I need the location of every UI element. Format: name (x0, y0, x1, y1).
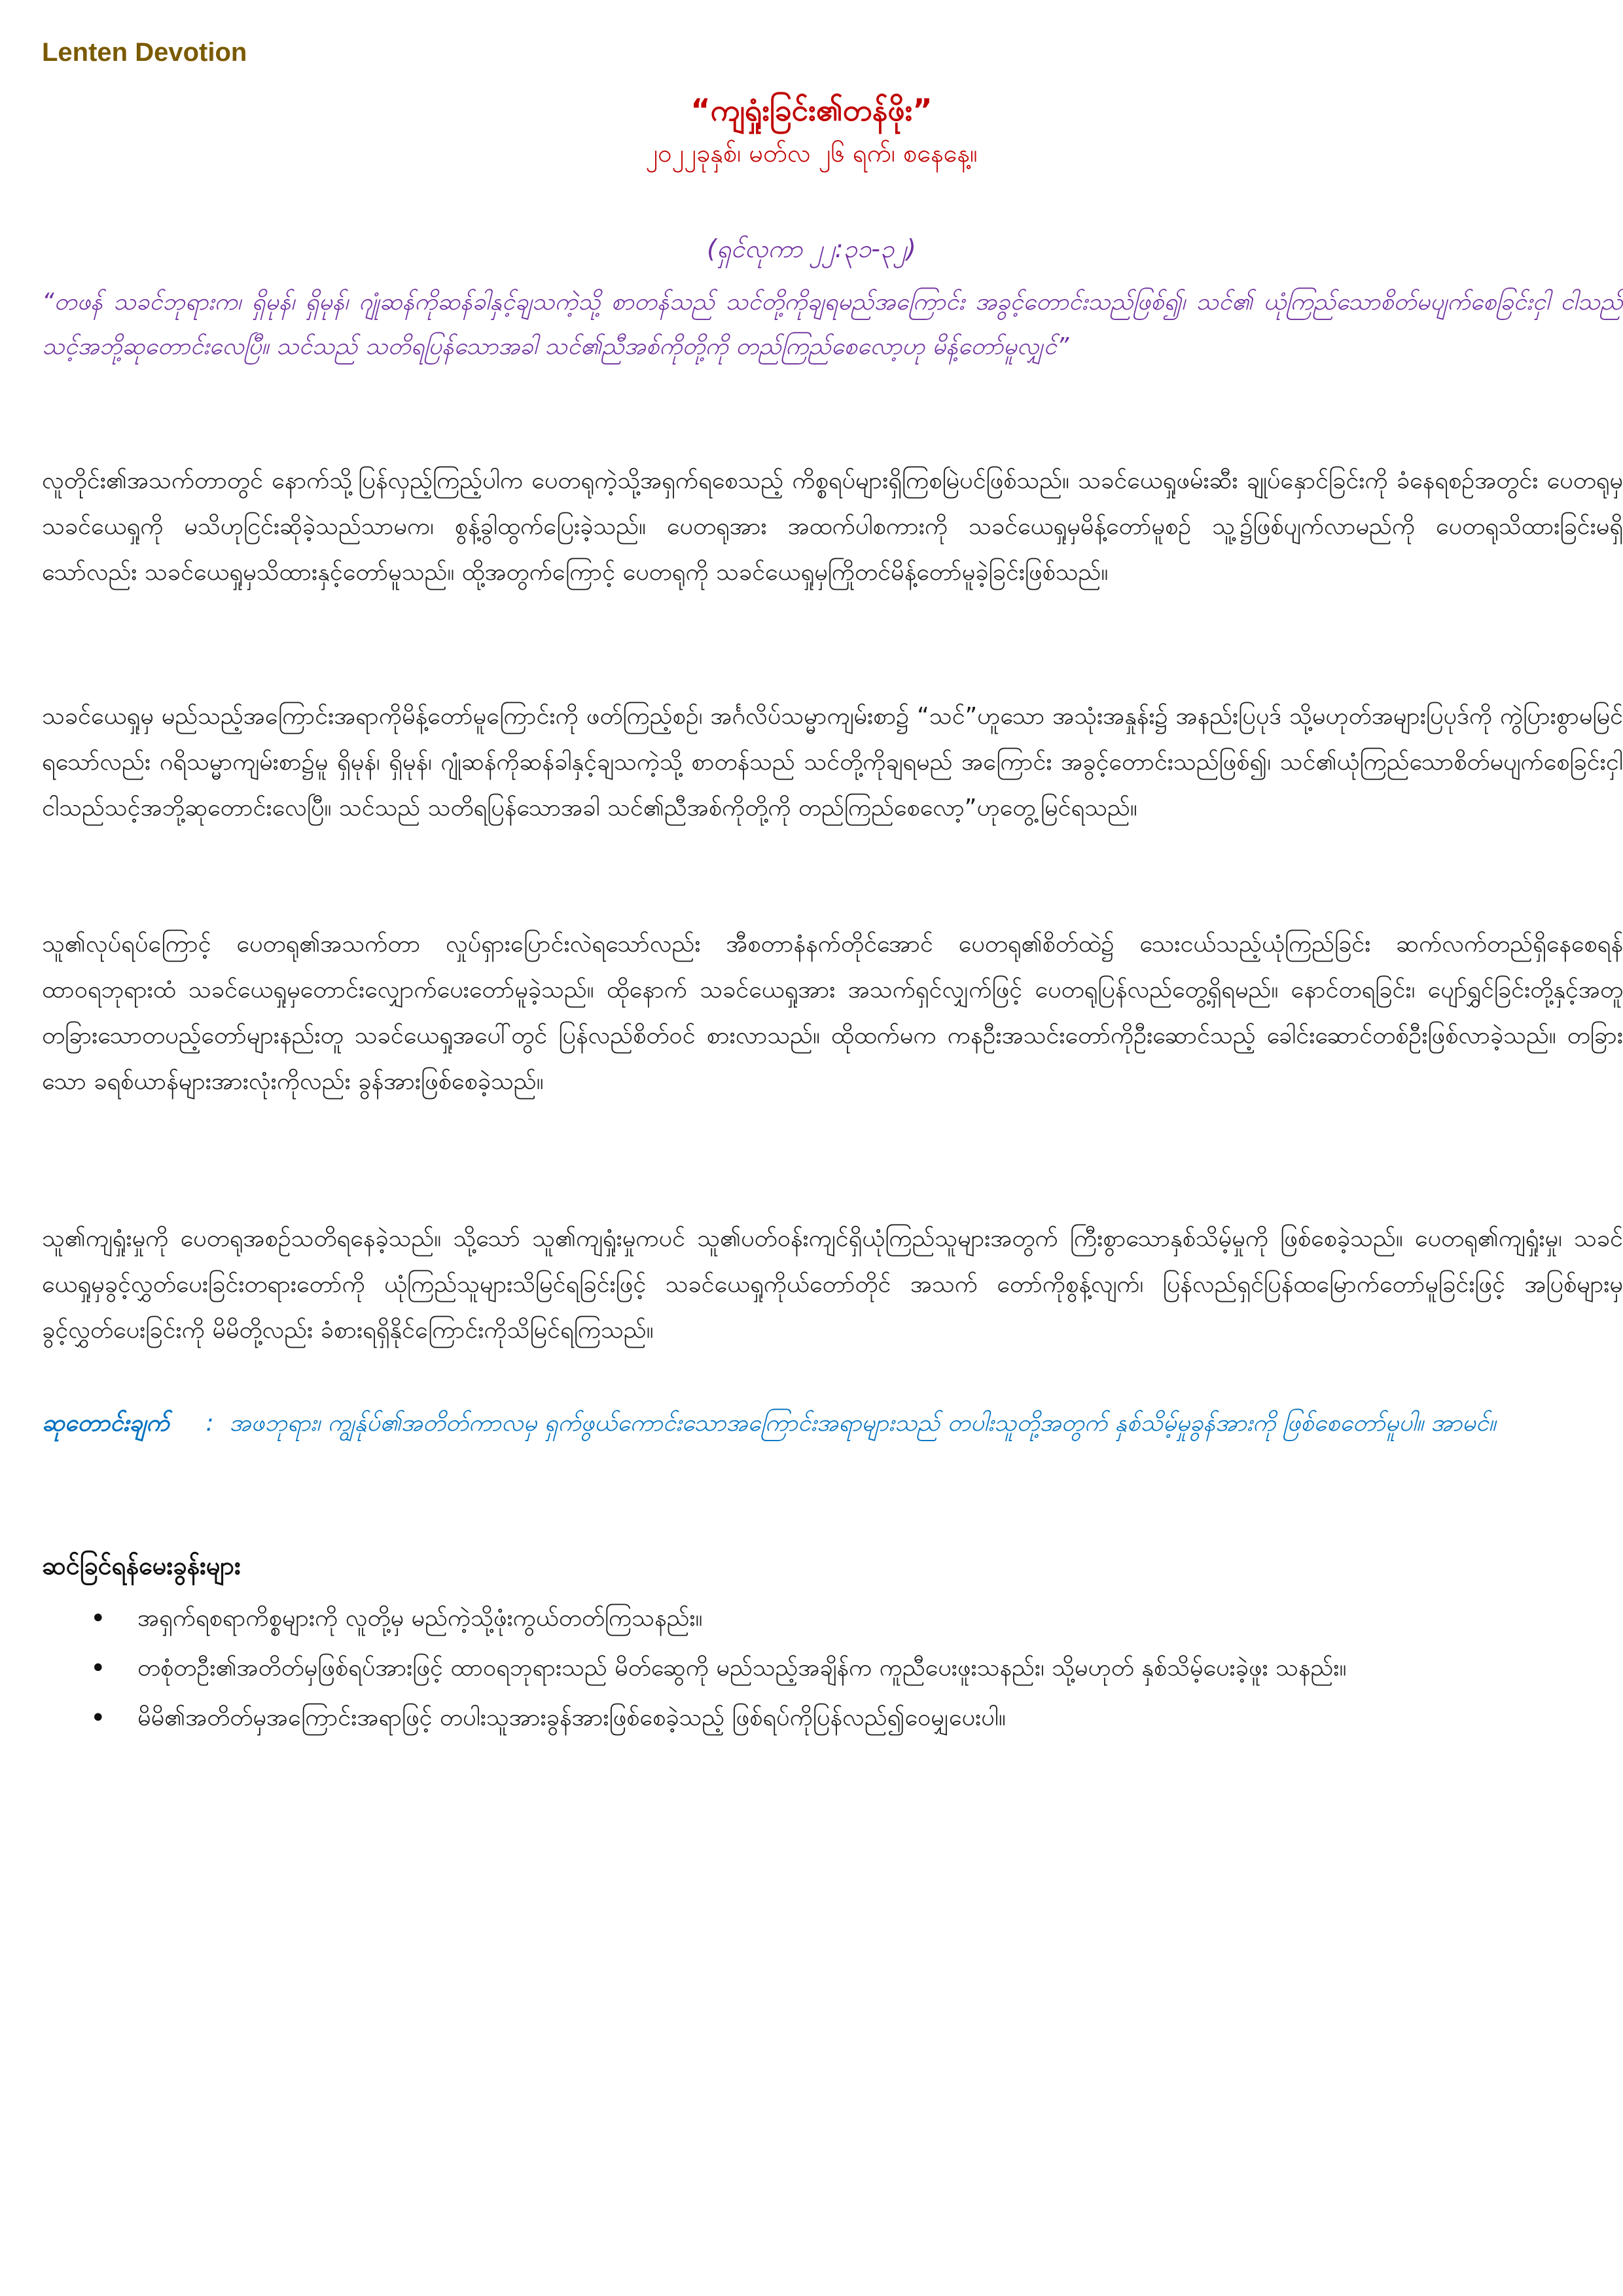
paragraph-3: သူ၏လုပ်ရပ်ကြောင့် ပေတရု၏အသက်တာ လှုပ်ရှားပြောင်းလဲရသော်လည်း အီစတာနံနက်တိုင်အောင် ပေတရု၏စိတ်ထဲ၌ သေးငယ်သည့်ယုံကြည်ခြင်း ဆက်လက်တည်ရှိနေစေရန် ထာဝရဘုရားထံ သခင်ယေရှုမှတောင်းလျှောက်ပေးတော်မူခဲ့သည်။ ထိုနောက် သခင်ယေရှုအား အသက်ရှင်လျှက်ဖြင့် ပေတရုပြန်လည်တွေ့ရှိရမည်။ နောင်တရခြင်း၊ ပျော်ရွှင်ခြင်းတို့နှင့်အတူ တခြားသောတပည့်တော်များနည်းတူ သခင်ယေရှုအပေါ်တွင် ပြန်လည်စိတ်ဝင် စားလာသည်။ ထိုထက်မက ကနဦးအသင်းတော်ကိုဦးဆောင်သည့် ခေါင်းဆောင်တစ်ဦးဖြစ်လာခဲ့သည်။ တခြားသော ခရစ်ယာန်များအားလုံးကိုလည်း ခွန်အားဖြစ်စေခဲ့သည်။ (42, 931, 1623, 1095)
question-item (85, 1596, 1623, 1641)
devotion-title: “ကျရှုံးခြင်း၏တန်ဖိုး” (690, 92, 933, 128)
question-text: အရှက်ရစရာကိစ္စများကို လူတို့မှ မည်ကဲ့သို့ဖုံးကွယ်တတ်ကြသနည်း။ (137, 1605, 703, 1632)
scripture-quote: “တဖန် သခင်ဘုရားက၊ ရှိမုန်၊ ရှိမုန်၊ ဂျုံဆန်ကိုဆန်ခါနှင့်ချသကဲ့သို့ စာတန်သည် သင်တို့ကိုချရမည်အကြောင်း အခွင့်တောင်းသည်ဖြစ်၍၊ သင်၏ ယုံကြည်သောစိတ်မပျက်စေခြင်းငှါ ငါသည်သင့်အဘို့ဆုတောင်းလေပြီ။ သင်သည် သတိရပြန်သောအခါ သင်၏ညီအစ်ကိုတို့ကို တည်ကြည်စေလော့ဟု မိန့်တော်မူလျှင်” (42, 289, 1623, 360)
devotion-date: ၂၀၂၂ခုနှစ်၊ မတ်လ ၂၆ ရက်၊ စနေနေ့။ (645, 139, 978, 168)
question-item (85, 1695, 1623, 1741)
paragraph-1: လူတိုင်း၏အသက်တာတွင် နောက်သို့ပြန်လှည့်ကြည့်ပါက ပေတရုကဲ့သို့အရှက်ရစေသည့် ကိစ္စရပ်များရှိကြစမြဲပင်ဖြစ်သည်။ သခင်ယေရှုဖမ်းဆီး ချုပ်နှောင်ခြင်းကို ခံနေရစဉ်အတွင်း ပေတရုမှ သခင်ယေရှုကို မသိဟုငြင်းဆိုခဲ့သည်သာမက၊ စွန့်ခွါထွက်ပြေးခဲ့သည်။ ပေတရုအား အထက်ပါစကားကို သခင်ယေရှုမှမိန့်တော်မူစဉ် သူ့၌ဖြစ်ပျက်လာမည်ကို ပေတရုသိထားခြင်းမရှိသော်လည်း သခင်ယေရှုမှသိထားနှင့်တော်မူသည်။ ထို့အတွက်ကြောင့် ပေတရုကို သခင်ယေရှုမှကြိုတင်မိန့်တော်မူခဲ့ခြင်းဖြစ်သည်။ (42, 467, 1623, 586)
questions-heading: ဆင်ခြင်ရန်မေးခွန်းများ (42, 1551, 241, 1580)
header-label: Lenten Devotion (42, 38, 247, 67)
questions-list (85, 1596, 1623, 1745)
paragraph-4: သူ၏ကျရှုံးမှုကို ပေတရုအစဉ်သတိရနေခဲ့သည်။ သို့သော် သူ၏ကျရှုံးမှုကပင် သူ၏ပတ်ဝန်းကျင်ရှိယုံကြည်သူများအတွက် ကြီးစွာသောနှစ်သိမ့်မှုကို ဖြစ်စေခဲ့သည်။ ပေတရု၏ကျရှုံးမှု၊ သခင်ယေရှုမှခွင့်လွှတ်ပေးခြင်းတရားတော်ကို ယုံကြည်သူများသိမြင်ရခြင်းဖြင့် သခင်ယေရှုကိုယ်တော်တိုင် အသက် တော်ကိုစွန့်လျက်၊ ပြန်လည်ရှင်ပြန်ထမြောက်တော်မူခြင်းဖြင့် အပြစ်များမှခွင့်လွှတ်ပေးခြင်းကို မိမိတို့လည်း ခံစားရရှိနိုင်ကြောင်းကိုသိမြင်ရကြသည်။ (42, 1225, 1623, 1344)
paragraph-2: သခင်ယေရှုမှ မည်သည့်အကြောင်းအရာကိုမိန့်တော်မူကြောင်းကို ဖတ်ကြည့်စဉ်၊ အင်္ဂလိပ်သမ္မာကျမ်းစာ၌ “သင်”ဟူသော အသုံးအနှုန်း၌ အနည်းပြပုဒ် သို့မဟုတ်အများပြပုဒ်ကို ကွဲပြားစွာမမြင်ရသော်လည်း ဂရိသမ္မာကျမ်းစာ၌မူ ရှိမုန်၊ ရှိမုန်၊ ဂျုံဆန်ကိုဆန်ခါနှင့်ချသကဲ့သို့ စာတန်သည် သင်တို့ကိုချရမည် အကြောင်း အခွင့်တောင်းသည်ဖြစ်၍၊ သင်၏ယုံကြည်သောစိတ်မပျက်စေခြင်းငှါ ငါသည်သင့်အဘို့ဆုတောင်းလေပြီ။ သင်သည် သတိရပြန်သောအခါ သင်၏ညီအစ်ကိုတို့ကို တည်ကြည်စေလော့”ဟုတွေ့မြင်ရသည်။ (42, 703, 1623, 821)
scripture-reference: (ရှင်လုကာ ၂၂:၃၁-၃၂) (707, 234, 916, 263)
prayer-separator: : (205, 1410, 214, 1437)
bullet-icon: • (90, 1604, 106, 1634)
prayer-section (42, 1401, 1623, 1446)
prayer-label: ဆုတောင်းချက် (42, 1410, 169, 1437)
bullet-icon: • (90, 1703, 106, 1733)
prayer-text: အဖဘုရား၊ ကျွန်ုပ်၏အတိတ်ကာလမှ ရှက်ဖွယ်ကောင်းသောအကြောင်းအရာများသည် တပါးသူတို့အတွက် နှစ်သိမ့်မှုခွန်အားကို ဖြစ်စေတော်မူပါ။ အာမင်။ (229, 1410, 1496, 1437)
question-item (85, 1645, 1623, 1691)
question-text: တစုံတဦး၏အတိတ်မှဖြစ်ရပ်အားဖြင့် ထာဝရဘုရားသည် မိတ်ဆွေကို မည်သည့်အချိန်က ကူညီပေးဖူးသနည်း၊ သို့မဟုတ် နှစ်သိမ့်ပေးခဲ့ဖူး သနည်း။ (137, 1655, 1347, 1681)
bullet-icon: • (90, 1653, 106, 1683)
question-text: မိမိ၏အတိတ်မှအကြောင်းအရာဖြင့် တပါးသူအားခွန်အားဖြစ်စေခဲ့သည့် ဖြစ်ရပ်ကိုပြန်လည်၍ဝေမျှပေးပါ။ (137, 1704, 1006, 1731)
